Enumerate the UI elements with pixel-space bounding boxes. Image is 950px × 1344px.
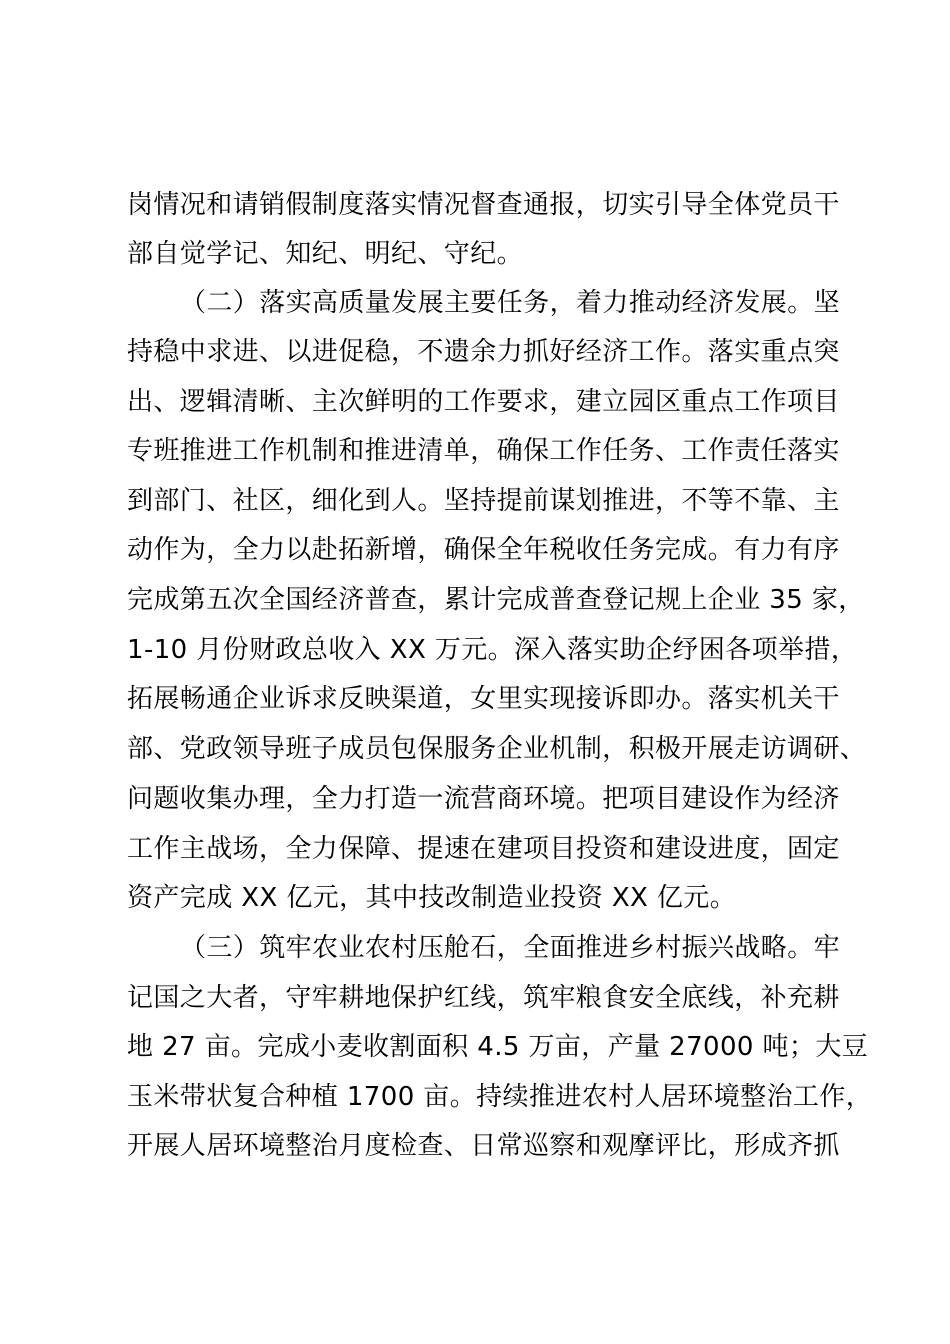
text-line: 部、党政领导班子成员包保服务企业机制，积极开展走访调研、 [127, 734, 867, 764]
text-line: 拓展畅通企业诉求反映渠道，女里实现接诉即办。落实机关干 [127, 684, 840, 714]
text-line: 玉米带状复合种植 1700 亩。持续推进农村人居环境整治工作， [127, 1082, 873, 1112]
text-line: 问题收集办理，全力打造一流营商环境。把项目建设作为经济 [127, 784, 840, 814]
text-line: 持稳中求进、以进促稳，不遗余力抓好经济工作。落实重点突 [127, 337, 840, 367]
text-line: 1-10 月份财政总收入 XX 万元。深入落实助企纾困各项举措， [127, 635, 858, 665]
text-line: 工作主战场，全力保障、提速在建项目投资和建设进度，固定 [127, 834, 840, 864]
text-line: 专班推进工作机制和推进清单，确保工作任务、工作责任落实 [127, 436, 840, 466]
section-heading-line: （三）筑牢农业农村压舱石，全面推进乡村振兴战略。牢 [180, 933, 841, 963]
text-line: 岗情况和请销假制度落实情况督查通报，切实引导全体党员干 [127, 190, 840, 220]
text-line: 动作为，全力以赴拓新增，确保全年税收任务完成。有力有序 [127, 535, 840, 565]
text-line: 开展人居环境整治月度检查、日常巡察和观摩评比，形成齐抓 [127, 1131, 840, 1161]
section-heading-line: （二）落实高质量发展主要任务，着力推动经济发展。坚 [180, 288, 841, 318]
text-line: 到部门、社区，细化到人。坚持提前谋划推进，不等不靠、主 [127, 486, 840, 516]
text-line: 完成第五次全国经济普查，累计完成普查登记规上企业 35 家， [127, 585, 865, 615]
text-line: 地 27 亩。完成小麦收割面积 4.5 万亩，产量 27000 吨；大豆 [127, 1032, 869, 1062]
text-line: 资产完成 XX 亿元，其中技改制造业投资 XX 亿元。 [127, 883, 737, 913]
text-line: 记国之大者，守牢耕地保护红线，筑牢粮食安全底线，补充耕 [127, 983, 840, 1013]
text-line: 出、逻辑清晰、主次鲜明的工作要求，建立园区重点工作项目 [127, 387, 840, 417]
text-line: 部自觉学记、知纪、明纪、守纪。 [127, 239, 524, 269]
